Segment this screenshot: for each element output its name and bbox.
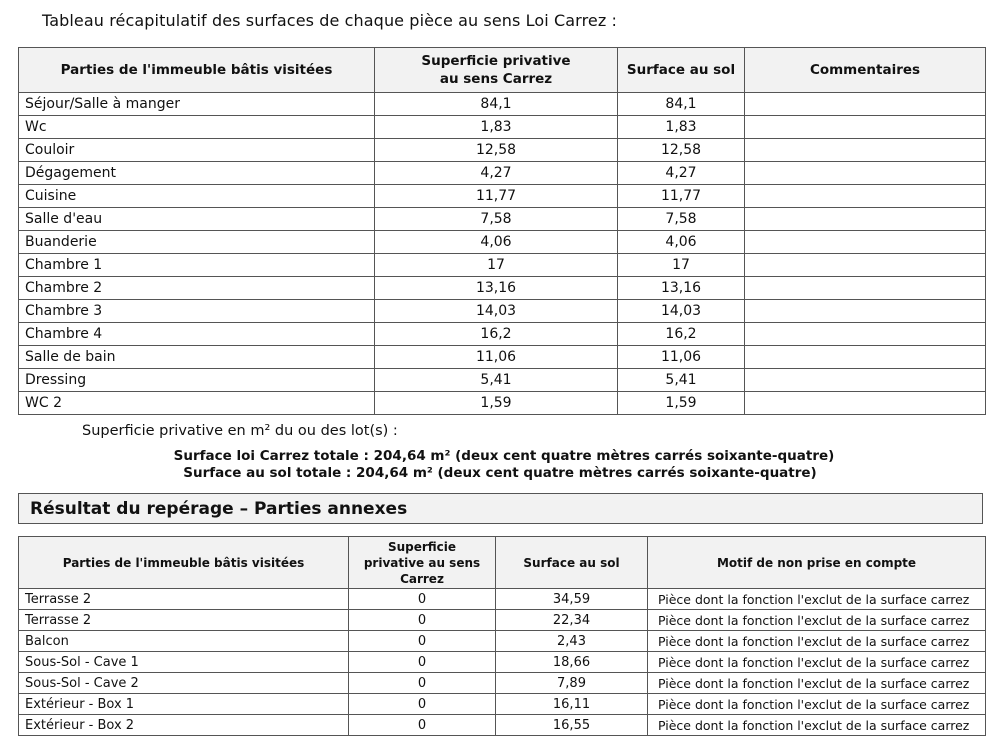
- floor-value: 1,59: [618, 392, 745, 415]
- carrez-value: 5,41: [375, 369, 618, 392]
- floor-value: 18,66: [496, 652, 648, 673]
- table-row: [19, 185, 986, 208]
- carrez-value: 0: [349, 589, 496, 610]
- table-row: [19, 673, 986, 694]
- carrez-value: 0: [349, 715, 496, 736]
- comment-cell: [745, 231, 986, 254]
- comment-cell: [745, 254, 986, 277]
- table-row: [19, 323, 986, 346]
- carrez-value: 1,83: [375, 116, 618, 139]
- header-floor: Surface au sol: [618, 48, 745, 93]
- header-comments: Commentaires: [745, 48, 986, 93]
- carrez-value: 4,06: [375, 231, 618, 254]
- comment-cell: [745, 116, 986, 139]
- comment-cell: [745, 369, 986, 392]
- header-parts: Parties de l'immeuble bâtis visitées: [19, 48, 375, 93]
- table-row: [19, 208, 986, 231]
- room-name: Chambre 2: [19, 277, 375, 300]
- floor-total: Surface au sol totale : 204,64 m² (deux cent quatre mètres carrés soixante-quatre): [183, 465, 817, 481]
- reason-cell: Pièce dont la fonction l'exclut de la surface carrez: [648, 694, 986, 715]
- room-name: Séjour/Salle à manger: [19, 93, 375, 116]
- carrez-value: 0: [349, 694, 496, 715]
- table-row: [19, 300, 986, 323]
- header-parts: Parties de l'immeuble bâtis visitées: [19, 537, 349, 589]
- room-name: Wc: [19, 116, 375, 139]
- floor-value: 34,59: [496, 589, 648, 610]
- table-row: [19, 231, 986, 254]
- carrez-value: 84,1: [375, 93, 618, 116]
- section-title: Résultat du repérage – Parties annexes: [18, 493, 983, 524]
- floor-value: 11,06: [618, 346, 745, 369]
- carrez-surface-table: [18, 47, 986, 415]
- carrez-value: 11,06: [375, 346, 618, 369]
- header-carrez-line1: Superficie: [387, 539, 457, 554]
- room-name: Sous-Sol - Cave 2: [19, 673, 349, 694]
- floor-value: 12,58: [618, 139, 745, 162]
- room-name: Terrasse 2: [19, 589, 349, 610]
- room-name: Cuisine: [19, 185, 375, 208]
- table-header-row: [19, 537, 986, 589]
- table-header-row: [19, 48, 986, 93]
- floor-value: 16,11: [496, 694, 648, 715]
- carrez-value: 16,2: [375, 323, 618, 346]
- floor-value: 14,03: [618, 300, 745, 323]
- room-name: Salle de bain: [19, 346, 375, 369]
- reason-cell: Pièce dont la fonction l'exclut de la surface carrez: [648, 631, 986, 652]
- room-name: Salle d'eau: [19, 208, 375, 231]
- carrez-value: 0: [349, 673, 496, 694]
- table-row: [19, 392, 986, 415]
- table-row: [19, 610, 986, 631]
- room-name: Balcon: [19, 631, 349, 652]
- header-carrez-line1: Superficie privative: [421, 53, 571, 69]
- comment-cell: [745, 139, 986, 162]
- floor-value: 17: [618, 254, 745, 277]
- summary-label: Superficie privative en m² du ou des lot(s) :: [82, 423, 398, 439]
- room-name: WC 2: [19, 392, 375, 415]
- room-name: Extérieur - Box 2: [19, 715, 349, 736]
- floor-value: 5,41: [618, 369, 745, 392]
- carrez-value: 1,59: [375, 392, 618, 415]
- header-carrez-line2: privative au sens: [363, 555, 481, 570]
- header-carrez: [375, 48, 618, 93]
- floor-value: 84,1: [618, 93, 745, 116]
- header-carrez-line3: Carrez: [400, 571, 444, 586]
- annex-surface-table: [18, 536, 986, 736]
- floor-value: 2,43: [496, 631, 648, 652]
- carrez-value: 0: [349, 610, 496, 631]
- table-row: [19, 277, 986, 300]
- table-row: [19, 715, 986, 736]
- carrez-value: 14,03: [375, 300, 618, 323]
- table-row: [19, 162, 986, 185]
- room-name: Dressing: [19, 369, 375, 392]
- carrez-total: Surface loi Carrez totale : 204,64 m² (deux cent quatre mètres carrés soixante-quatre): [173, 448, 835, 464]
- room-name: Sous-Sol - Cave 1: [19, 652, 349, 673]
- table-row: [19, 652, 986, 673]
- room-name: Terrasse 2: [19, 610, 349, 631]
- carrez-value: 4,27: [375, 162, 618, 185]
- carrez-value: 7,58: [375, 208, 618, 231]
- comment-cell: [745, 323, 986, 346]
- floor-value: 16,2: [618, 323, 745, 346]
- table-row: [19, 631, 986, 652]
- floor-value: 1,83: [618, 116, 745, 139]
- carrez-value: 12,58: [375, 139, 618, 162]
- reason-cell: Pièce dont la fonction l'exclut de la surface carrez: [648, 610, 986, 631]
- header-reason: Motif de non prise en compte: [648, 537, 986, 589]
- reason-cell: Pièce dont la fonction l'exclut de la surface carrez: [648, 589, 986, 610]
- table-row: [19, 346, 986, 369]
- comment-cell: [745, 208, 986, 231]
- comment-cell: [745, 93, 986, 116]
- floor-value: 4,27: [618, 162, 745, 185]
- header-floor: Surface au sol: [496, 537, 648, 589]
- table-row: [19, 139, 986, 162]
- floor-value: 11,77: [618, 185, 745, 208]
- intro-text: Tableau récapitulatif des surfaces de chaque pièce au sens Loi Carrez :: [42, 11, 618, 30]
- comment-cell: [745, 185, 986, 208]
- carrez-value: 11,77: [375, 185, 618, 208]
- table-row: [19, 254, 986, 277]
- carrez-value: 0: [349, 652, 496, 673]
- comment-cell: [745, 162, 986, 185]
- reason-cell: Pièce dont la fonction l'exclut de la surface carrez: [648, 673, 986, 694]
- table-row: [19, 116, 986, 139]
- comment-cell: [745, 277, 986, 300]
- table-row: [19, 694, 986, 715]
- floor-value: 16,55: [496, 715, 648, 736]
- header-carrez: [349, 537, 496, 589]
- comment-cell: [745, 300, 986, 323]
- floor-value: 7,58: [618, 208, 745, 231]
- carrez-value: 13,16: [375, 277, 618, 300]
- room-name: Buanderie: [19, 231, 375, 254]
- room-name: Chambre 4: [19, 323, 375, 346]
- room-name: Extérieur - Box 1: [19, 694, 349, 715]
- table-row: [19, 93, 986, 116]
- room-name: Chambre 3: [19, 300, 375, 323]
- carrez-value: 0: [349, 631, 496, 652]
- room-name: Couloir: [19, 139, 375, 162]
- floor-value: 13,16: [618, 277, 745, 300]
- reason-cell: Pièce dont la fonction l'exclut de la surface carrez: [648, 652, 986, 673]
- comment-cell: [745, 346, 986, 369]
- floor-value: 4,06: [618, 231, 745, 254]
- comment-cell: [745, 392, 986, 415]
- room-name: Dégagement: [19, 162, 375, 185]
- table-row: [19, 369, 986, 392]
- header-carrez-line2: au sens Carrez: [439, 71, 553, 87]
- floor-value: 7,89: [496, 673, 648, 694]
- room-name: Chambre 1: [19, 254, 375, 277]
- floor-value: 22,34: [496, 610, 648, 631]
- reason-cell: Pièce dont la fonction l'exclut de la surface carrez: [648, 715, 986, 736]
- table-row: [19, 589, 986, 610]
- carrez-value: 17: [375, 254, 618, 277]
